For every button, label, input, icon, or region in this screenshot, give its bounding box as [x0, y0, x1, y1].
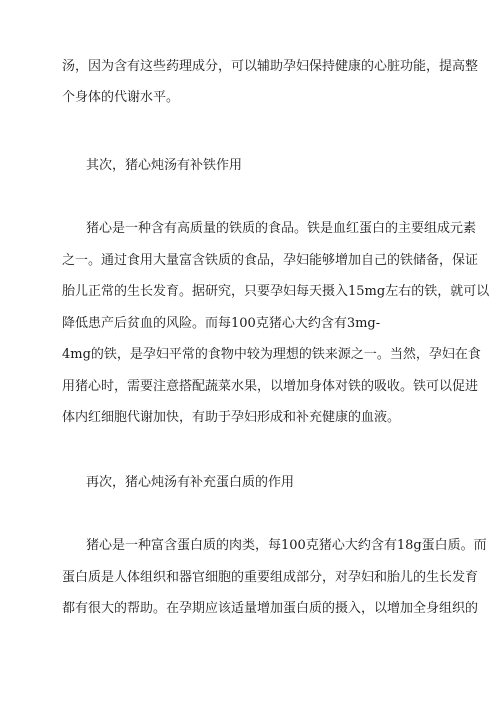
paragraph-3-line-1: 猪心是一种富含蛋白质的肉类，每100克猪心大约含有18g蛋白质。而	[86, 538, 487, 553]
paragraph-3-line-3: 都有很大的帮助。在孕期应该适量增加蛋白质的摄入，以增加全身组织的	[62, 601, 479, 616]
paragraph-3-line-2: 蛋白质是人体组织和器官细胞的重要组成部分，对孕妇和胎儿的生长发育	[62, 570, 479, 585]
paragraph-2-line-4: 降低患产后贫血的风险。而每100克猪心大约含有3mg-	[62, 316, 381, 331]
paragraph-2-line-6: 用猪心时，需要注意搭配蔬菜水果，以增加身体对铁的吸收。铁可以促进	[62, 379, 479, 394]
section-heading-iron: 其次，猪心炖汤有补铁作用	[86, 158, 243, 173]
paragraph-2-line-3: 胎儿正常的生长发育。据研究，只要孕妇每天摄入15mg左右的铁，就可以	[62, 284, 490, 299]
paragraph-1-line-1: 汤，因为含有这些药理成分，可以辅助孕妇保持健康的心脏功能，提高整	[62, 59, 479, 74]
paragraph-2-line-7: 体内红细胞代谢加快，有助于孕妇形成和补充健康的血液。	[62, 410, 401, 425]
paragraph-2-line-1: 猪心是一种含有高质量的铁质的食品。铁是血红蛋白的主要组成元素	[86, 221, 477, 236]
section-heading-protein: 再次，猪心炖汤有补充蛋白质的作用	[86, 475, 295, 490]
paragraph-2-line-2: 之一。通过食用大量富含铁质的食品，孕妇能够增加自己的铁储备，保证	[62, 253, 479, 268]
paragraph-1-line-2: 个身体的代谢水平。	[62, 90, 180, 105]
paragraph-2-line-5: 4mg的铁，是孕妇平常的食物中较为理想的铁来源之一。当然，孕妇在食	[62, 347, 481, 362]
